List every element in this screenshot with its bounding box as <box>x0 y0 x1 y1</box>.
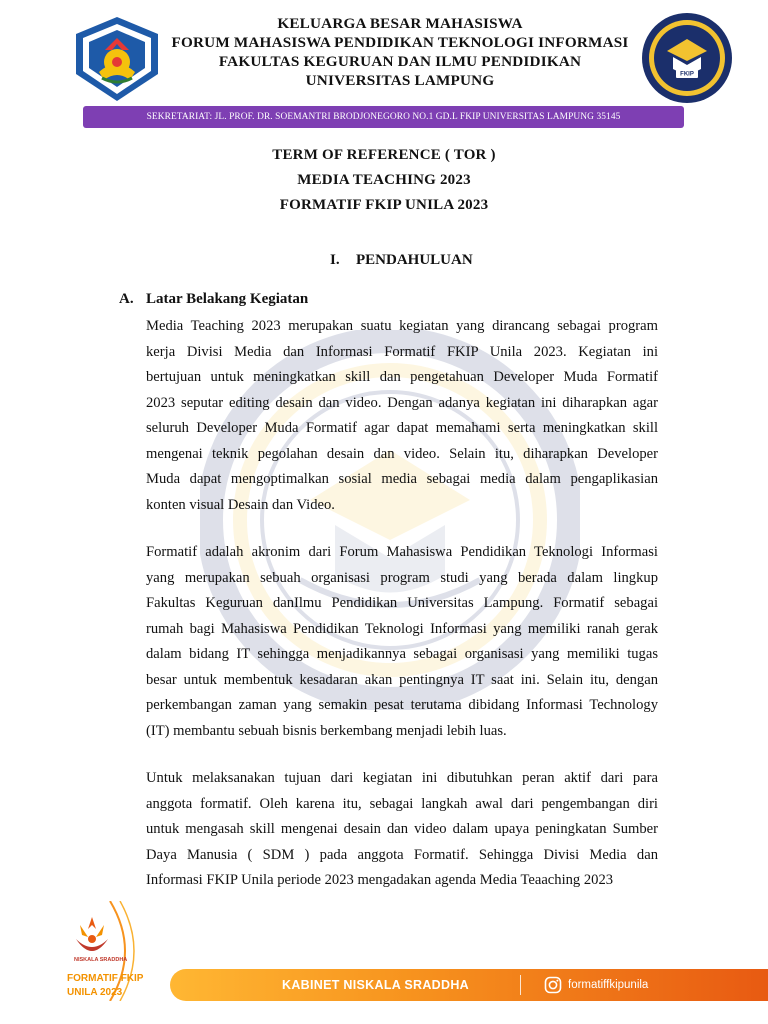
universitas-lampung-logo <box>72 14 162 104</box>
paragraph-line: Untuk melaksanakan tujuan dari kegiatan ini dibutuhkan peran aktif dari para <box>146 770 658 786</box>
paragraph-line: Muda dapat mengoptimalkan sosial media sebagai media dalam pengaplikasian <box>146 471 658 487</box>
instagram-handle[interactable]: formatiffkipunila <box>568 979 649 991</box>
paragraph-line: Informasi FKIP Unila periode 2023 mengadakan agenda Media Teaaching 2023 <box>146 872 614 888</box>
paragraph-1 <box>146 314 658 518</box>
fkip-logo <box>640 11 734 105</box>
brand-line-2: UNILA 2023 <box>67 987 123 998</box>
kabinet-name: KABINET NISKALA SRADDHA <box>282 978 469 992</box>
niskala-sraddha-emblem <box>70 915 114 961</box>
footer-brand <box>67 972 143 1000</box>
svg-text:FKIP: FKIP <box>680 71 694 78</box>
org-line-2: FORUM MAHASISWA PENDIDIKAN TEKNOLOGI INFORMASI <box>171 34 629 51</box>
instagram-icon <box>544 976 562 994</box>
paragraph-line: rumah bagi Mahasiswa Pendidikan Teknologi Informasi yang memiliki ranah gerak <box>146 620 658 637</box>
paragraph-line: untuk mengasah skill mengenai desain dan video dalam upaya peningkatan Sumber <box>146 821 658 837</box>
paragraph-line: 2023 seputar editing desain dan video. Dengan adanya kegiatan ini diharapkan agar <box>146 394 658 411</box>
paragraph-2 <box>146 540 658 744</box>
org-line-3: FAKULTAS KEGURUAN DAN ILMU PENDIDIKAN <box>218 53 582 70</box>
section-heading <box>330 252 473 269</box>
organization-name <box>160 14 640 90</box>
footer-bar <box>170 969 768 1001</box>
org-line-4: UNIVERSITAS LAMPUNG <box>305 72 495 89</box>
section-number: I. <box>330 252 340 268</box>
brand-line-1: FORMATIF FKIP <box>67 973 144 984</box>
paragraph-line: konten visual Desain dan Video. <box>146 496 335 513</box>
doc-subtitle-2: FORMATIF FKIP UNILA 2023 <box>279 197 489 213</box>
paragraph-3 <box>146 766 658 894</box>
subsection-heading <box>119 291 308 308</box>
paragraph-line: bertujuan untuk meningkatkan skill dan pengetahuan Developer Muda Formatif <box>146 369 658 385</box>
address-bar <box>83 106 684 128</box>
footer <box>0 945 768 1024</box>
org-line-1: KELUARGA BESAR MAHASISWA <box>277 15 523 32</box>
paragraph-line: anggota formatif. Oleh karena itu, sebagai langkah awal dari pengembangan diri <box>146 795 658 812</box>
paragraph-line: Formatif adalah akronim dari Forum Mahasiswa Pendidikan Teknologi Informasi <box>146 544 658 560</box>
doc-subtitle: MEDIA TEACHING 2023 <box>297 172 471 188</box>
paragraph-line: (IT) membantu sebuah bisnis berkembang menjadi lebih luas. <box>146 722 507 739</box>
paragraph-line: Daya Manusia ( SDM ) pada anggota Formatif. Sehingga Divisi Media dan <box>146 846 658 863</box>
emblem-label: NISKALA SRADDHA <box>74 957 128 963</box>
paragraph-line: kerja Divisi Media dan Informasi Formatif FKIP Unila 2023. Kegiatan ini <box>146 343 658 360</box>
subsection-title: Latar Belakang Kegiatan <box>146 291 309 307</box>
paragraph-line: Media Teaching 2023 merupakan suatu kegiatan yang dirancang sebagai program <box>146 318 658 334</box>
paragraph-line: besar untuk membentuk kesadaran akan pentingnya IT saat ini. Selain itu, dengan <box>146 671 658 688</box>
footer-divider <box>520 975 521 995</box>
letterhead <box>0 0 768 122</box>
paragraph-line: yang merupakan sebuah organisasi program studi yang berada dalam lingkup <box>146 569 658 586</box>
paragraph-line: mengenai teknik pegolahan desain dan video. Selain itu, diharapkan Developer <box>146 445 658 462</box>
paragraph-line: Fakultas Keguruan danIlmu Pendidikan Universitas Lampung. Formatif sebagai <box>146 595 658 611</box>
doc-title: TERM OF REFERENCE ( TOR ) <box>272 147 496 163</box>
paragraph-line: perkembangan zaman yang semakin pesat terutama dibidang Informasi Technology <box>146 697 658 713</box>
section-title: PENDAHULUAN <box>356 252 473 268</box>
subsection-letter: A. <box>119 291 134 307</box>
address-text: SEKRETARIAT: JL. PROF. DR. SOEMANTRI BRODJONEGORO NO.1 GD.L FKIP UNIVERSITAS LAMPUNG 35145 <box>146 112 621 122</box>
paragraph-line: seluruh Developer Muda Formatif agar dapat memahami serta meningkatkan skill <box>146 420 658 436</box>
paragraph-line: dalam bidang IT sehingga menjadikannya sebagai organisasi yang memiliki tugas <box>146 646 658 662</box>
